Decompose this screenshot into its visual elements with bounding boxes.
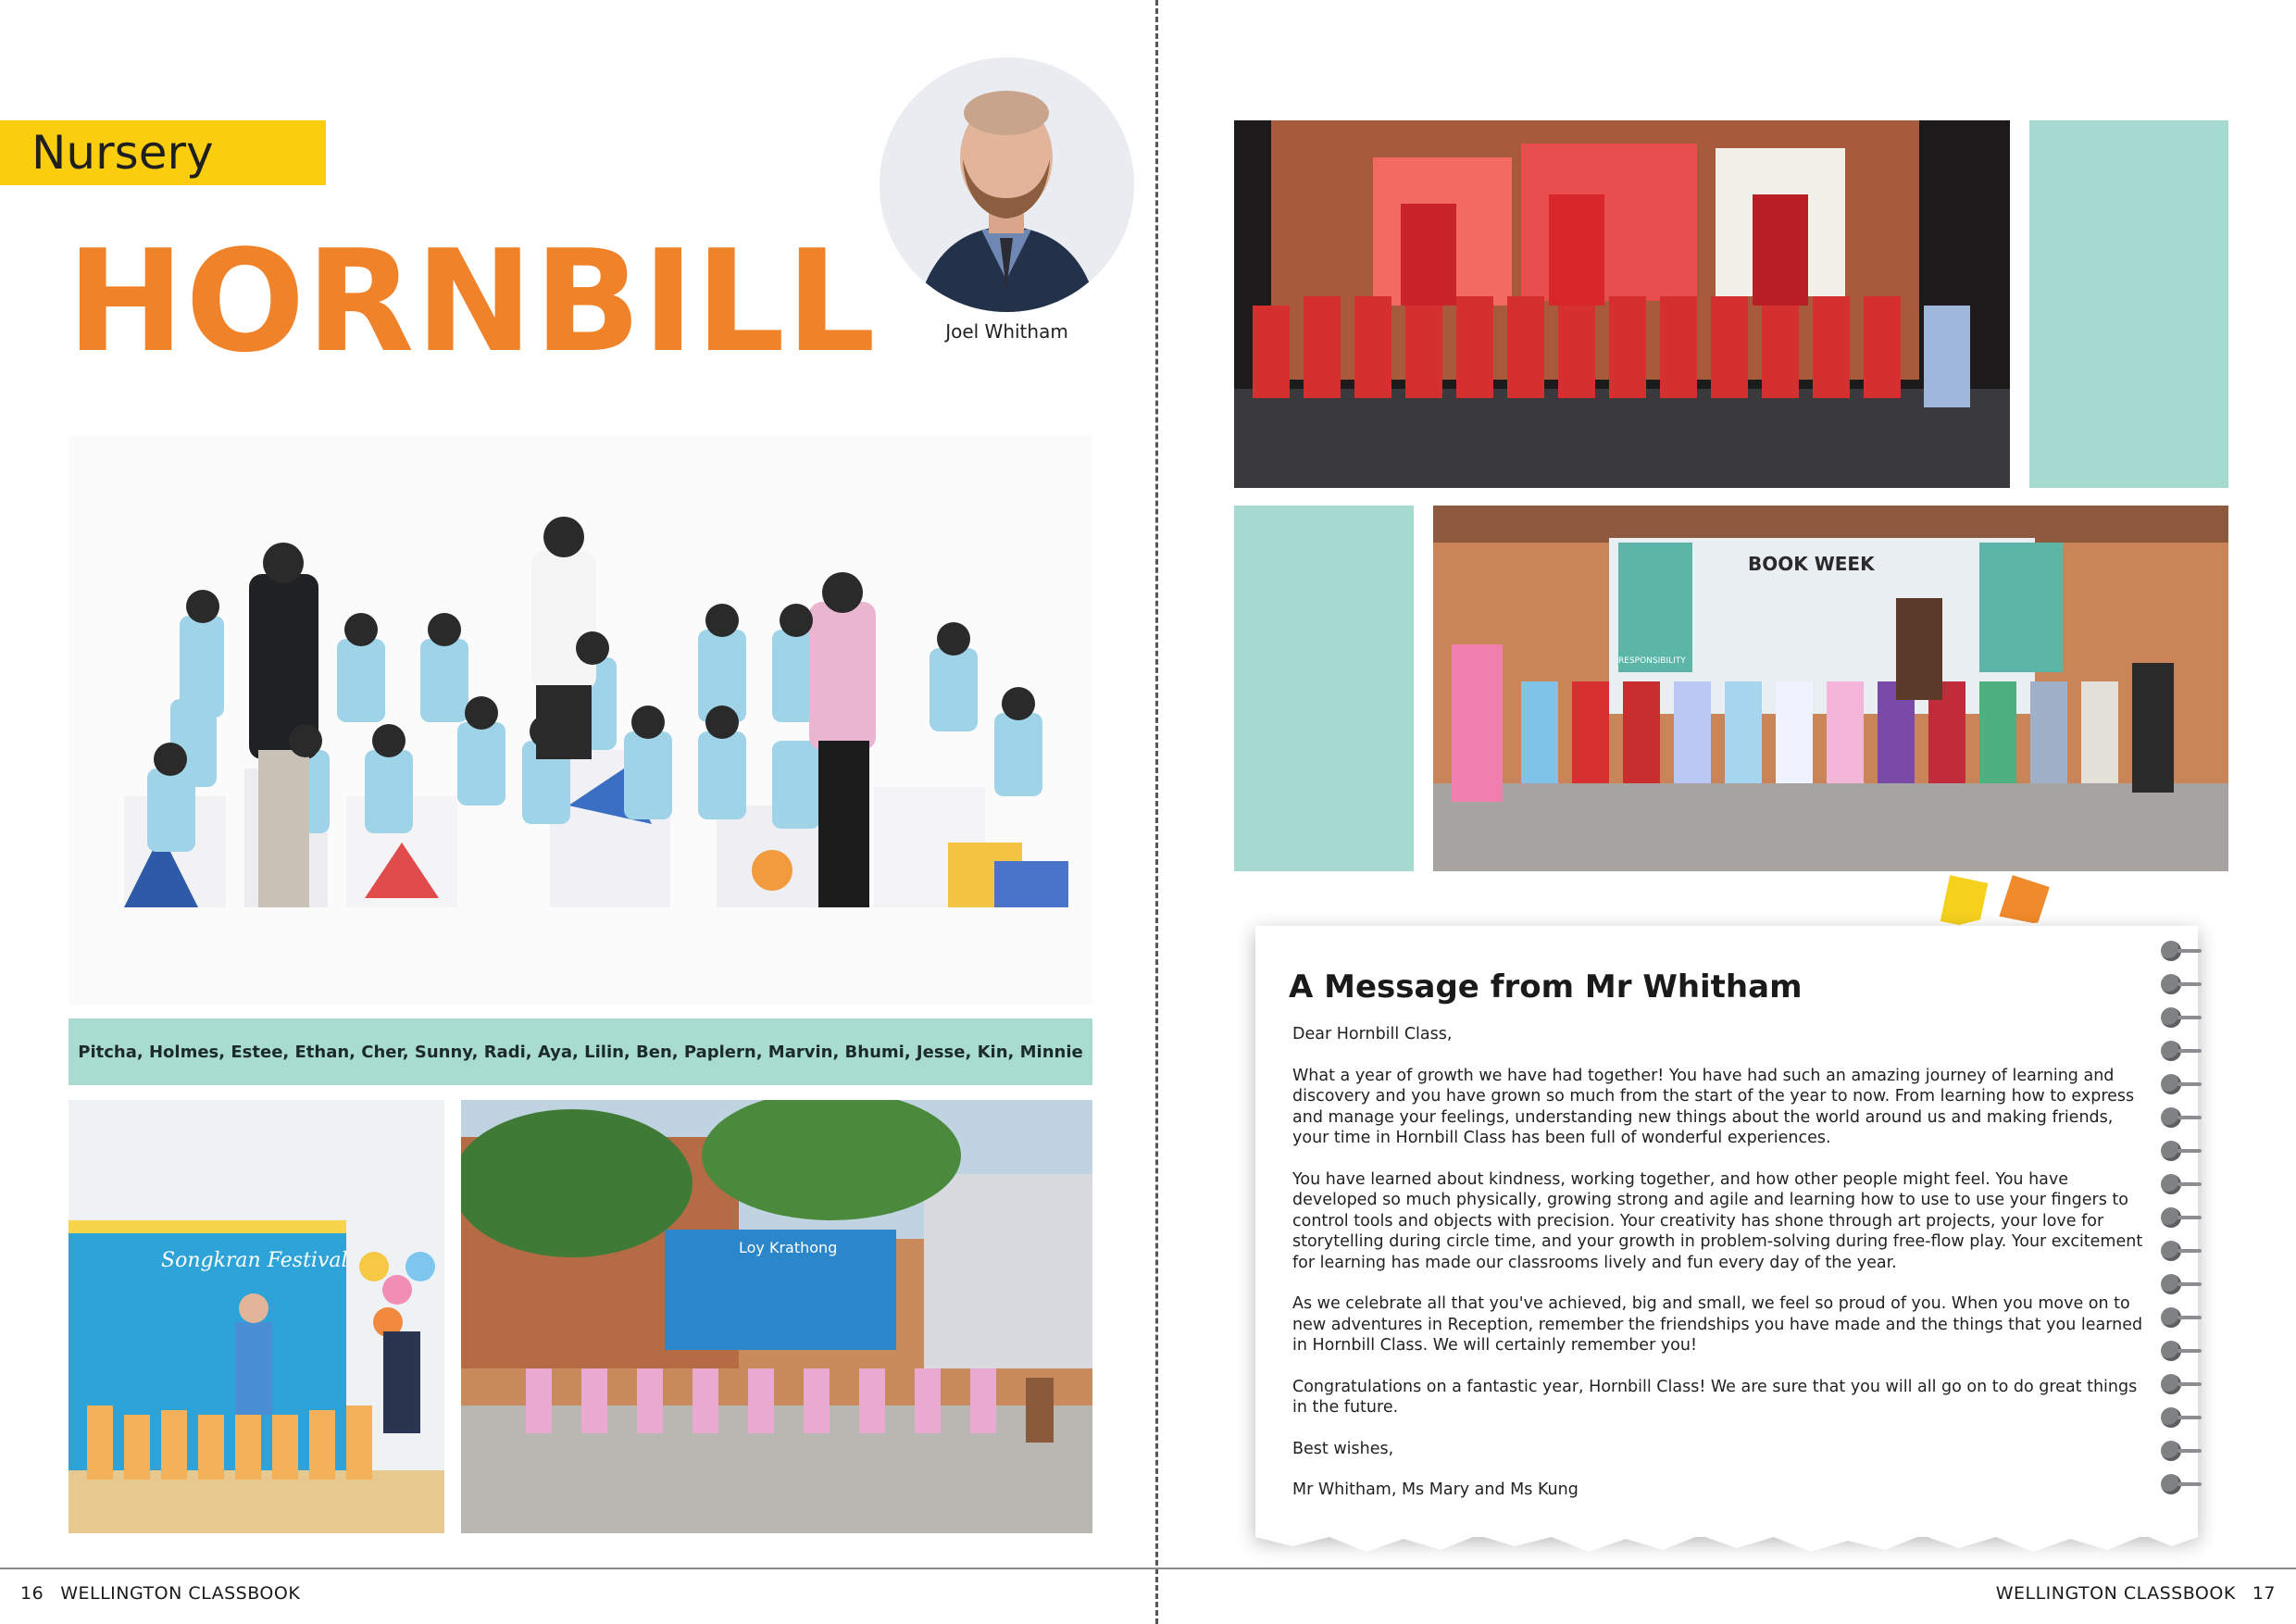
- message-paragraph: As we celebrate all that you've achieved, big and small, we feel so proud of you. When you move on to new adventures in Reception, remember the friendships you have made and the things that you learned in Hornbill Class. We will certainly remember you!: [1292, 1294, 2143, 1355]
- ring-icon: [2161, 1474, 2181, 1494]
- student-names-bar: [69, 1018, 1092, 1085]
- message-paragraph: Congratulations on a fantastic year, Hornbill Class! We are sure that you will all go on to do great things in the future.: [1292, 1377, 2138, 1417]
- songkran-photo: [69, 1100, 444, 1533]
- class-group-photo: [69, 435, 1092, 1005]
- ring-icon: [2161, 1007, 2181, 1028]
- footer-rule: [0, 1568, 2296, 1569]
- student-names: Pitcha, Holmes, Estee, Ethan, Cher, Sunny, Radi, Aya, Lilin, Ben, Paplern, Marvin, Bhumi, Jesse, Kin, Minnie: [78, 1042, 1083, 1062]
- ring-icon: [2161, 1241, 2181, 1261]
- ring-icon: [2161, 1307, 2181, 1328]
- message-signature: Mr Whitham, Ms Mary and Ms Kung: [1292, 1480, 1578, 1499]
- section-tag: [0, 120, 326, 185]
- ring-icon: [2161, 1341, 2181, 1361]
- ring-icon: [2161, 1274, 2181, 1294]
- ring-icon: [2161, 1441, 2181, 1461]
- footer-title-left: WELLINGTON CLASSBOOK: [60, 1583, 301, 1604]
- footer-title-right: WELLINGTON CLASSBOOK: [1995, 1583, 2236, 1604]
- loy-krathong-photo: [461, 1100, 1092, 1533]
- message-greeting: Dear Hornbill Class,: [1292, 1025, 1453, 1043]
- footer-right: [1996, 1583, 2276, 1604]
- ring-icon: [2161, 1374, 2181, 1394]
- songkran-banner: Songkran Festival: [161, 1249, 348, 1272]
- teacher-photo: [880, 57, 1134, 312]
- torn-edge-bottom: [1255, 1518, 2198, 1555]
- teacher-name: Joel Whitham: [945, 320, 1068, 343]
- ring-icon: [2161, 1174, 2181, 1194]
- message-body: [1292, 1024, 2144, 1521]
- ring-icon: [2161, 1141, 2181, 1161]
- notebook-rings: [2161, 941, 2185, 1496]
- ring-icon: [2161, 1074, 2181, 1094]
- book-week-banner: BOOK WEEK: [1748, 553, 1875, 575]
- chinese-new-year-photo: [1234, 120, 2010, 488]
- loy-krathong-banner: Loy Krathong: [739, 1239, 838, 1256]
- section-label: Nursery: [31, 126, 214, 180]
- page-spine: [1155, 0, 1158, 1624]
- responsibility-banner: RESPONSIBILITY: [1618, 656, 1686, 666]
- message-paragraph: What a year of growth we have had together! You have had such an amazing journey of learning and discovery and you have grown so much from the start of the year to now. From learning how to express and manage your feelings, understanding new things about the world around us and making friends, your time in Hornbill Class has been full of wonderful experiences.: [1292, 1066, 2135, 1147]
- ring-icon: [2161, 1041, 2181, 1061]
- footer-left: [20, 1583, 300, 1604]
- message-paragraph: You have learned about kindness, working together, and how other people might feel. You have developed so much physically, growing strong and agile and learning how to use to use your fingers to control tools and objects with precision. Your creativity has shone through art projects, your love for storytelling during circle time, and your growth in problem-solving during free-flow play. Your excitement for learning has made our classrooms lively and fun every day of the year.: [1292, 1169, 2143, 1272]
- page-number-left: 16: [20, 1583, 44, 1604]
- ring-icon: [2161, 974, 2181, 994]
- mint-block-top: [2029, 120, 2228, 488]
- mint-block-left: [1234, 506, 1414, 871]
- book-week-photo: [1433, 506, 2228, 871]
- ring-icon: [2161, 941, 2181, 961]
- message-title: A Message from Mr Whitham: [1289, 968, 1803, 1006]
- ring-icon: [2161, 1407, 2181, 1428]
- message-closing: Best wishes,: [1292, 1439, 1394, 1458]
- page-number-right: 17: [2252, 1583, 2276, 1604]
- ring-icon: [2161, 1207, 2181, 1228]
- class-title: HORNBILL: [67, 219, 877, 383]
- ring-icon: [2161, 1107, 2181, 1128]
